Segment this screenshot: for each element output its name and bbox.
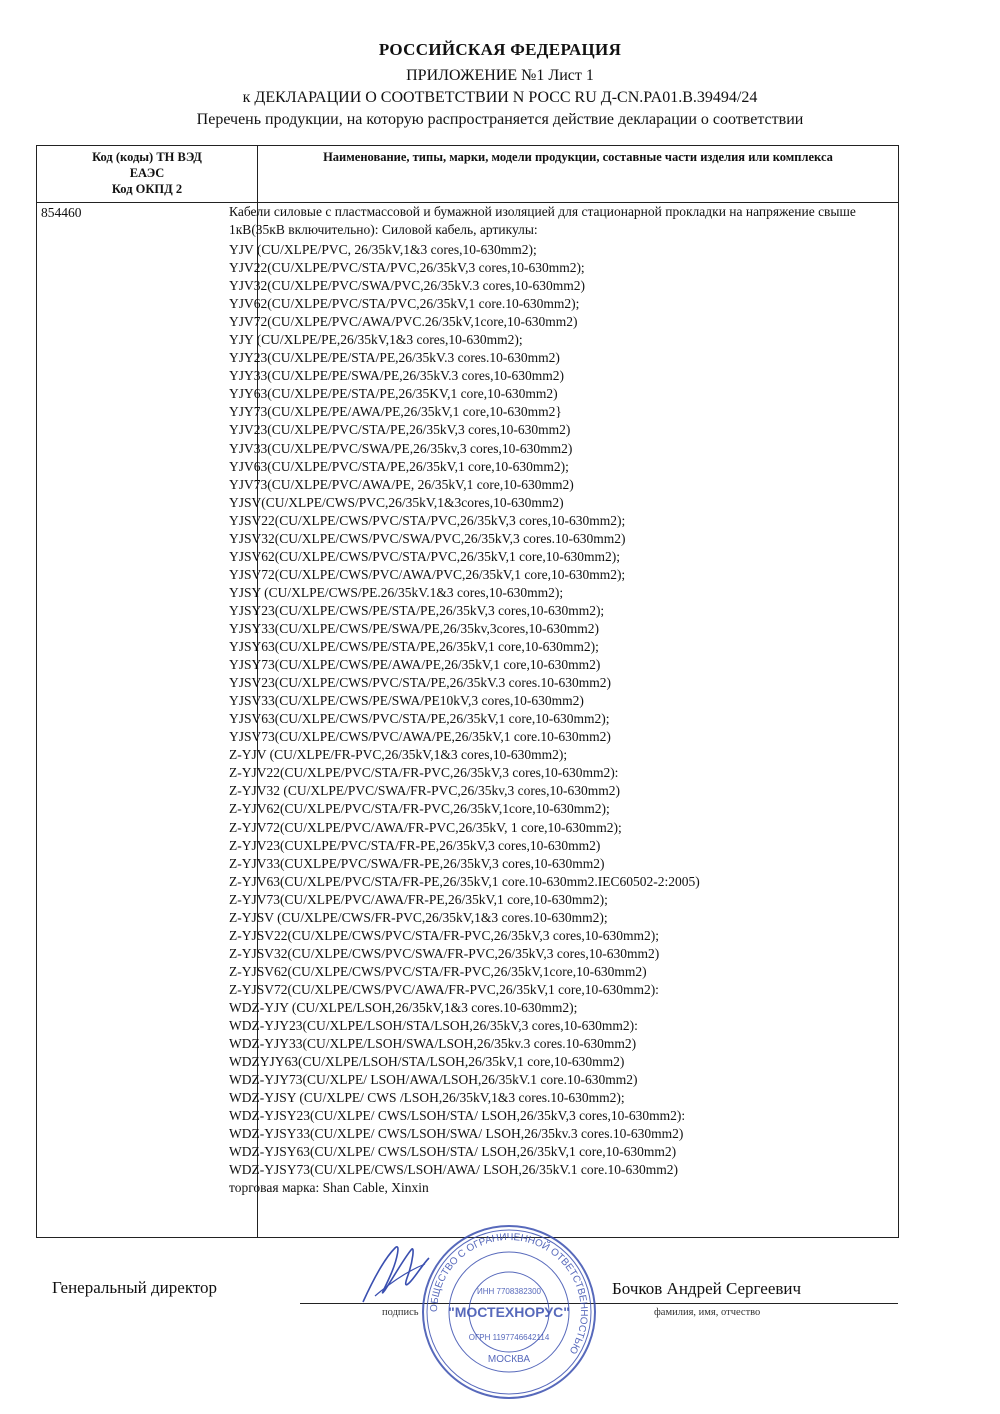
model-item: YJSV63(CU/XLPE/CWS/PVC/STA/PE,26/35kV,1 core,10-630mm2); (229, 711, 610, 727)
model-item: WDZ-YJSY (CU/XLPE/ CWS /LSOH,26/35kV,1&3 cores.10-630mm2); (229, 1090, 625, 1106)
model-item: YJY73(CU/XLPE/PE/AWA/PE,26/35kV,1 core,10-630mm2} (229, 404, 562, 420)
model-item: YJV72(CU/XLPE/PVC/AWA/PVC.26/35kV,1core,10-630mm2) (229, 314, 578, 330)
model-item: YJSV33(CU/XLPE/CWS/PE/SWA/PE10kV,3 cores,10-630mm2) (229, 693, 584, 709)
model-item: Z-YJSV22(CU/XLPE/CWS/PVC/STA/FR-PVC,26/35kV,3 cores,10-630mm2); (229, 927, 659, 943)
product-description (229, 203, 889, 1197)
model-item: Z-YJV33(CUXLPE/PVC/SWA/FR-PE,26/35kV,3 cores,10-630mm2) (229, 855, 605, 871)
model-item: YJV63(CU/XLPE/PVC/STA/PE,26/35kV,1 core,10-630mm2); (229, 458, 569, 474)
model-item: Z-YJV22(CU/XLPE/PVC/STA/FR-PVC,26/35kV,3 cores,10-630mm2): (229, 765, 619, 781)
code-header-line: Код ОКПД 2 (111, 182, 183, 196)
model-item: Z-YJSV62(CU/XLPE/CWS/PVC/STA/FR-PVC,26/35kV,1core,10-630mm2) (229, 963, 647, 979)
signature-caption: подпись (382, 1307, 419, 1318)
stamp-ogrn: ОГРН 1197746642114 (468, 1333, 550, 1342)
model-item: YJV22(CU/XLPE/PVC/STA/PVC,26/35kV,3 cores,10-630mm2); (229, 260, 585, 276)
model-item: YJSV(CU/XLPE/CWS/PVC,26/35kV,1&3cores,10-630mm2) (229, 494, 564, 510)
code-header-line: Код (коды) ТН ВЭД (92, 150, 202, 164)
model-item: Z-YJV62(CU/XLPE/PVC/STA/FR-PVC,26/35kV,1core,10-630mm2); (229, 801, 610, 817)
product-column-header: Наименование, типы, марки, модели продукции, составные части изделия или комплекса (323, 150, 833, 164)
signatory-role: Генеральный директор (52, 1278, 218, 1297)
model-item: WDZ-YJSY73(CU/XLPE/CWS/LSOH/AWA/ LSOH,26/35kV.1 core.10-630mm2) (229, 1162, 679, 1178)
model-item: WDZ-YJY33(CU/XLPE/LSOH/SWA/LSOH,26/35kv.3 cores.10-630mm2) (229, 1036, 637, 1052)
stamp-inn: ИНН 7708382300 (476, 1287, 542, 1296)
stamp-city: МОСКВА (487, 1354, 531, 1365)
model-item: WDZ-YJSY23(CU/XLPE/ CWS/LSOH/STA/ LSOH,26/35kV,3 cores,10-630mm2): (229, 1108, 686, 1124)
model-item: Z-YJSV32(CU/XLPE/CWS/PVC/SWA/FR-PVC,26/35kV,3 cores,10-630mm2) (229, 945, 660, 961)
model-item: Z-YJV63(CU/XLPE/PVC/STA/FR-PE,26/35kV,1 core.10-630mm2.IEC60502-2:2005) (229, 873, 700, 889)
model-item: Z-YJV32 (CU/XLPE/PVC/SWA/FR-PVC,26/35kv,3 cores,10-630mm2) (229, 783, 621, 799)
model-item: WDZYJY63(CU/XLPE/LSOH/STA/LSOH,26/35kV,1 core,10-630mm2) (229, 1054, 625, 1070)
trademark-line: торговая марка: Shan Cable, Xinxin (229, 1180, 429, 1196)
country-title: РОССИЙСКАЯ ФЕДЕРАЦИЯ (378, 40, 622, 59)
code-header-line: ЕАЭС (129, 166, 165, 180)
model-item: YJV23(CU/XLPE/PVC/STA/PE,26/35kV,3 cores,10-630mm2) (229, 422, 571, 438)
model-item: YJSY (CU/XLPE/CWS/PE.26/35kV.1&3 cores,10-630mm2); (229, 584, 564, 600)
model-item: Z-YJV73(CU/XLPE/PVC/AWA/FR-PE,26/35kV,1 core,10-630mm2); (229, 891, 608, 907)
model-item: WDZ-YJY (CU/XLPE/LSOH,26/35kV,1&3 cores.10-630mm2); (229, 999, 578, 1015)
model-item: YJY (CU/XLPE/PE,26/35kV,1&3 cores,10-630mm2); (229, 332, 523, 348)
model-item: WDZ-YJY23(CU/XLPE/LSOH/STA/LSOH,26/35kV,3 cores,10-630mm2): (229, 1018, 638, 1034)
model-item: YJSV73(CU/XLPE/CWS/PVC/AWA/PE,26/35kV,1 core.10-630mm2) (229, 729, 611, 745)
name-caption: фамилия, имя, отчество (654, 1307, 761, 1318)
model-item: YJY23(CU/XLPE/PE/STA/PE,26/35kV.3 cores.10-630mm2) (229, 350, 560, 366)
model-item: YJV62(CU/XLPE/PVC/STA/PVC,26/35kV,1 core.10-630mm2); (229, 296, 580, 312)
model-item: YJSY73(CU/XLPE/CWS/PE/AWA/PE,26/35kV,1 core,10-630mm2) (229, 657, 601, 673)
declaration-title: к ДЕКЛАРАЦИИ О СООТВЕТСТВИИ N РОСС RU Д-CN.PA01.B.39494/24 (242, 89, 758, 106)
model-item: YJSV22(CU/XLPE/CWS/PVC/STA/PVC,26/35kV,3 cores,10-630mm2); (229, 512, 626, 528)
model-item: YJY33(CU/XLPE/PE/SWA/PE,26/35kV.3 cores,10-630mm2) (229, 368, 565, 384)
model-item: YJV (CU/XLPE/PVC, 26/35kV,1&3 cores,10-630mm2); (229, 242, 537, 257)
model-item: YJY63(CU/XLPE/PE/STA/PE,26/35KV,1 core,10-630mm2) (229, 386, 558, 402)
code-column-header (37, 149, 257, 197)
model-item: Z-YJV72(CU/XLPE/PVC/AWA/FR-PVC,26/35kV, 1 core,10-630mm2); (229, 819, 622, 835)
model-item: YJV32(CU/XLPE/PVC/SWA/PVC,26/35kV.3 cores,10-630mm2) (229, 278, 586, 294)
model-item: YJSV32(CU/XLPE/CWS/PVC/SWA/PVC,26/35kV,3 cores.10-630mm2) (229, 530, 626, 546)
signatory-name: Бочков Андрей Сергеевич (612, 1279, 802, 1298)
model-item: YJSY33(CU/XLPE/CWS/PE/SWA/PE,26/35kv,3cores,10-630mm2) (229, 620, 600, 636)
model-item: YJSY23(CU/XLPE/CWS/PE/STA/PE,26/35kV,3 cores,10-630mm2); (229, 602, 605, 618)
model-item: Z-YJV (CU/XLPE/FR-PVC,26/35kV,1&3 cores,10-630mm2); (229, 747, 568, 763)
product-table (36, 145, 899, 1238)
model-item: Z-YJV23(CUXLPE/PVC/STA/FR-PE,26/35kV,3 cores,10-630mm2) (229, 837, 601, 853)
tnved-code: 854460 (41, 205, 82, 220)
appendix-title: ПРИЛОЖЕНИЕ №1 Лист 1 (406, 67, 594, 84)
stamp-company: "МОСТЕХНОРУС" (448, 1304, 570, 1320)
model-item: YJSV23(CU/XLPE/CWS/PVC/STA/PE,26/35kV.3 cores.10-630mm2) (229, 675, 611, 691)
model-item: Z-YJSV72(CU/XLPE/CWS/PVC/AWA/FR-PVC,26/35kV,1 core,10-630mm2): (229, 981, 659, 997)
model-list (229, 241, 889, 1179)
model-item: YJSV72(CU/XLPE/CWS/PVC/AWA/PVC,26/35kV,1 core,10-630mm2); (229, 566, 626, 582)
model-item: YJV33(CU/XLPE/PVC/SWA/PE,26/35kv,3 cores,10-630mm2) (229, 440, 573, 456)
model-item: WDZ-YJSY33(CU/XLPE/ CWS/LSOH/SWA/ LSOH,26/35kv.3 cores.10-630mm2) (229, 1126, 684, 1142)
model-item: WDZ-YJSY63(CU/XLPE/ CWS/LSOH/STA/ LSOH,26/35kV,1 core,10-630mm2) (229, 1144, 677, 1160)
company-stamp (419, 1222, 599, 1402)
model-item: WDZ-YJY73(CU/XLPE/ LSOH/AWA/LSOH,26/35kV.1 core.10-630mm2) (229, 1072, 638, 1088)
model-item: YJSV62(CU/XLPE/CWS/PVC/STA/PVC,26/35kV,1 core,10-630mm2); (229, 548, 620, 564)
scope-text: Перечень продукции, на которую распространяется действие декларации о соответствии (196, 111, 804, 128)
stamp-ring-text: ОБЩЕСТВО С ОГРАНИЧЕННОЙ ОТВЕТСТВЕННОСТЬЮ (428, 1231, 590, 1356)
model-item: Z-YJSV (CU/XLPE/CWS/FR-PVC,26/35kV,1&3 cores.10-630mm2); (229, 909, 608, 925)
model-item: YJV73(CU/XLPE/PVC/AWA/PE, 26/35kV,1 core,10-630mm2) (229, 476, 574, 492)
model-item: YJSY63(CU/XLPE/CWS/PE/STA/PE,26/35kV,1 core,10-630mm2); (229, 639, 599, 655)
product-intro: Кабели силовые с пластмассовой и бумажной изоляцией для стационарной прокладки на напряжение свыше 1кВ(35кВ включительно): Силовой кабель, артикулы: (229, 204, 856, 237)
